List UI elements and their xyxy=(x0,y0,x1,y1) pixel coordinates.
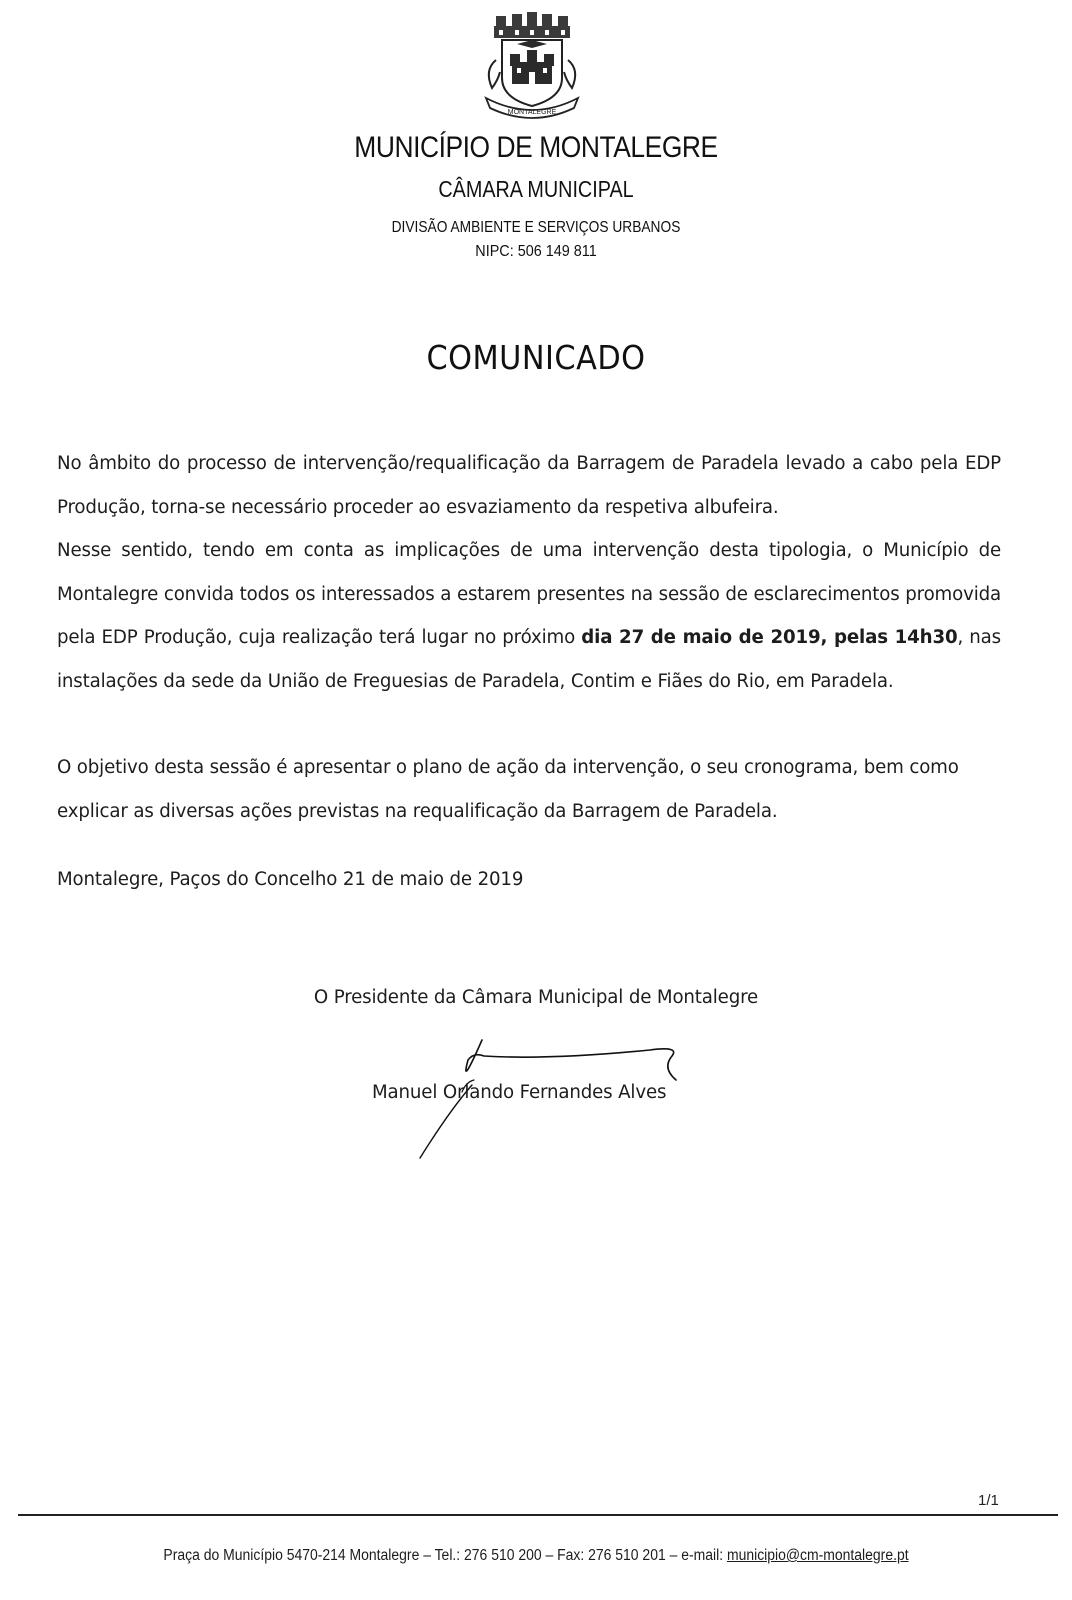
paragraph-3-line-2: explicar as diversas ações previstas na requalificação da Barragem de Paradela. xyxy=(57,800,778,822)
footer-contact xyxy=(54,1547,1019,1565)
signatory-name: Manuel Orlando Fernandes Alves xyxy=(372,1082,667,1103)
paragraph-2 xyxy=(57,529,1001,703)
municipality-title: MUNICÍPIO DE MONTALEGRE xyxy=(354,131,718,164)
paragraph-1-text: No âmbito do processo de intervenção/requalificação da Barragem de Paradela levado a cabo pela EDP Produção, torna-se necessário proceder ao esvaziamento da respetiva albufeira. xyxy=(57,453,1001,518)
handwritten-signature xyxy=(400,1030,700,1160)
paragraph-3 xyxy=(57,746,1001,833)
chamber-title: CÂMARA MUNICIPAL xyxy=(438,176,634,202)
page-number: 1/1 xyxy=(978,1492,999,1509)
signatory-title: O Presidente da Câmara Municipal de Montalegre xyxy=(313,987,759,1008)
date-place-line: Montalegre, Paços do Concelho 21 de maio de 2019 xyxy=(57,869,524,890)
coat-of-arms-icon xyxy=(472,10,592,122)
nipc-number: NIPC: 506 149 811 xyxy=(475,243,597,260)
document-title: COMUNICADO xyxy=(426,338,646,377)
footer-divider xyxy=(18,1514,1058,1516)
paragraph-3-line-1: O objetivo desta sessão é apresentar o plano de ação da intervenção, o seu cronograma, bem como xyxy=(57,757,959,778)
paragraph-1 xyxy=(57,442,1001,529)
footer-address: Praça do Município 5470-214 Montalegre – Tel.: 276 510 200 – Fax: 276 510 201 – e-mail: xyxy=(163,1547,727,1564)
footer-email-link[interactable]: municipio@cm-montalegre.pt xyxy=(726,1547,909,1564)
crest-ribbon-text: MONTALEGRE xyxy=(507,109,557,116)
paragraph-2-text-a: Nesse sentido, tendo em conta as implicações de uma intervenção desta tipologia, o Município de Montalegre convida todos os interessados a estarem presentes na sessão de esclarecimentos promovida pela EDP Produção, cuja realização terá lugar no próximo xyxy=(57,540,1001,648)
event-date-time: dia 27 de maio de 2019, pelas 14h30 xyxy=(581,627,958,648)
paragraph-2-text-b: , nas instalações da sede da União de Freguesias de Paradela, Contim e Fiães do Rio, em Paradela. xyxy=(57,627,1001,692)
division-title: DIVISÃO AMBIENTE E SERVIÇOS URBANOS xyxy=(391,219,681,236)
